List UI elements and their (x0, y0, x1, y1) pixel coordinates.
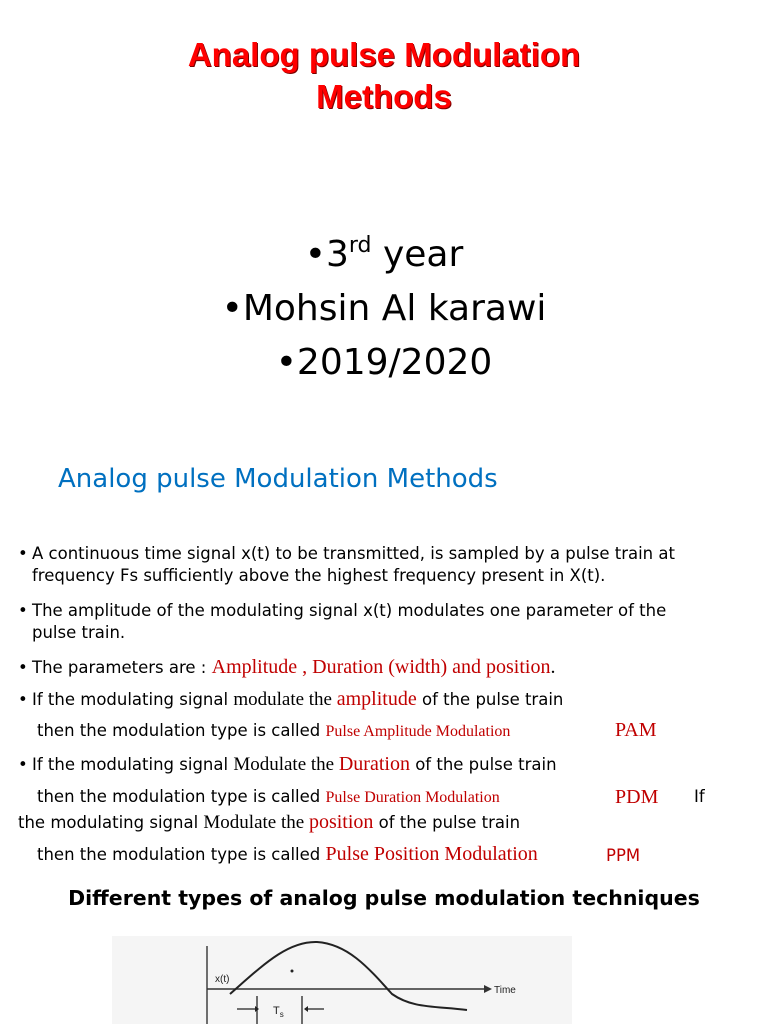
title-line-2: Methods (316, 78, 452, 115)
author-name: Mohsin Al karawi (242, 288, 547, 329)
bullet-item-6 (18, 811, 520, 834)
bullet-item-4: • If the modulating signal modulate the amplitude of the pulse train (18, 688, 564, 710)
bullet-3-prefix: The parameters are : (32, 658, 212, 677)
ppm-name: Pulse Position Modulation (325, 843, 538, 865)
bullet: • (221, 288, 243, 329)
keyword-position: position (308, 811, 374, 833)
ppm-abbr: PPM (606, 846, 641, 865)
signal-graph (112, 936, 572, 1024)
bullet-5-suffix: of the pulse train (409, 755, 557, 774)
bullet-4-line-2-prefix: then the modulation type is called (37, 721, 326, 740)
bullet-item-2: • The amplitude of the modulating signal x(t) modulates one parameter of the pulse train. (18, 601, 667, 642)
bullet-4-suffix: of the pulse train (416, 690, 564, 709)
sample-point (291, 970, 294, 973)
bullet-5-line-2 (37, 786, 500, 809)
academic-year-line (0, 336, 768, 390)
pam-name: Pulse Amplitude Modulation (325, 723, 511, 740)
year-text: year (371, 234, 464, 275)
year-superscript: rd (348, 233, 372, 258)
period-subscript: s (279, 1010, 284, 1019)
bullet-6-modulate: Modulate the (203, 812, 309, 833)
page-title (0, 34, 768, 118)
bullet-4-modulate: modulate the (233, 689, 337, 710)
bullet-5-prefix: If the modulating signal (32, 755, 234, 774)
bullet-6-prefix: the modulating signal (18, 813, 204, 832)
time-arrow-icon (484, 985, 492, 993)
bullet-5-modulate: Modulate the (233, 754, 339, 775)
period: . (550, 656, 556, 678)
year-line (0, 228, 768, 282)
bullet-2-line-1: The amplitude of the modulating signal x(t) modulates one parameter of the (32, 601, 667, 620)
keyword-duration: Duration (338, 753, 410, 775)
signal-label: x(t) (215, 974, 230, 985)
bullet-1-line-1: A continuous time signal x(t) to be transmitted, is sampled by a pulse train at (32, 544, 675, 563)
bullet: • (275, 342, 297, 383)
bullet-4-line-2 (37, 720, 510, 743)
bullet-6-line-2 (37, 843, 538, 866)
bullet-item-5: • If the modulating signal Modulate the Duration of the pulse train (18, 753, 557, 775)
pdm-abbr: PDM (615, 786, 659, 808)
signal-figure (112, 936, 572, 1024)
bullet: • (304, 234, 326, 275)
arrowhead-icon (304, 1006, 308, 1012)
bullet-item-1: • A continuous time signal x(t) to be transmitted, is sampled by a pulse train at frequency Fs sufficiently above the highest frequency present in X(t). (18, 544, 675, 585)
academic-year: 2019/2020 (296, 342, 493, 383)
keyword-amplitude: amplitude (336, 688, 417, 710)
bullet-6-suffix: of the pulse train (373, 813, 521, 832)
author-line (0, 282, 768, 336)
figure-heading: Different types of analog pulse modulation techniques (68, 886, 700, 910)
period-label (273, 1005, 284, 1019)
title-line-1: Analog pulse Modulation (187, 36, 581, 73)
if-word: If (694, 787, 705, 806)
bullet-2-line-2: pulse train. (32, 623, 126, 642)
axis-label: Time (494, 985, 516, 996)
bullet-item-3: • The parameters are : Amplitude , Duration (width) and position. (18, 656, 556, 678)
period-symbol: T (273, 1005, 280, 1017)
year-number: 3 (325, 234, 349, 275)
signal-curve (230, 942, 467, 1010)
section-heading: Analog pulse Modulation Methods (58, 464, 498, 494)
parameters-list: Amplitude , Duration (width) and position (211, 656, 551, 678)
bullet-6-line-2-prefix: then the modulation type is called (37, 845, 326, 864)
bullet-5-line-2-prefix: then the modulation type is called (37, 787, 326, 806)
bullet-4-prefix: If the modulating signal (32, 690, 234, 709)
bullet-1-line-2: frequency Fs sufficiently above the highest frequency present in X(t). (32, 566, 606, 585)
info-block (0, 228, 768, 390)
pam-abbr: PAM (615, 719, 657, 741)
pdm-name: Pulse Duration Modulation (325, 789, 500, 806)
